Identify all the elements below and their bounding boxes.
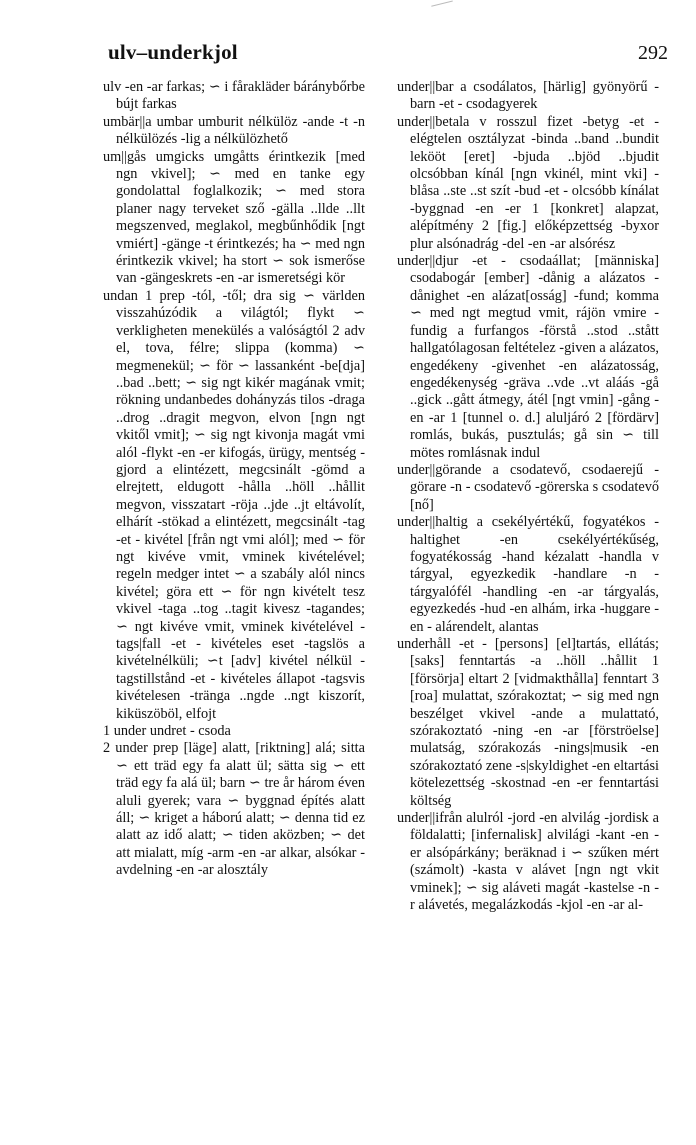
- entry-underbetala: under||betala v rosszul fizet -betyg -et - elégtelen osztályzat -binda ..band ..bundit lekööt [eret] -bjuda ..bjöd ..bjudit olcsóbban kínál [ngn vkinél, mint vki] -blåsa ..ste ..st szít -bud -et - olcsóbb kínálat -byggnad -en -er 1 [konkret] alapzat, alépítmény 2 [fig.] előképzettség -byxor plur alsónadrág -del -en -ar alsórész: [397, 113, 659, 252]
- entry-underhall: underhåll -et - [persons] [el]tartás, ellátás; [saks] fenntartás -a ..höll ..hållit 1 [försörja] eltart 2 [vidmakthålla] fenntart 3 [roa] mulattat, szórakoztat; ∽ sig med ngn beszélget vkivel -ande a mulattató, szórakoztató -ning -en -ar [förströelse] mulatság, szórakozás -nings|musik -en szórakoztató zene -s|skyldighet -en eltartási kötelezettség -skostnad -en -er fenntartási költség: [397, 636, 659, 809]
- entry-underifran: under||ifrån alulról -jord -en alvilág -jordisk a földalatti; [infernalisk] alvilági -kant -en -er alsópárkány; beräknad i ∽ szűken mért (számolt) -kasta v alávet [ngn ngt vkit vminek]; ∽ sig aláveti magát -kastelse -n -r alávetés, megalázkodás -kjol -en -ar al-: [397, 810, 659, 914]
- entry-underbar: under||bar a csodálatos, [härlig] gyönyörű -barn -et - csodagyerek: [397, 79, 659, 113]
- running-head-guide-words: ulv–underkjol: [108, 40, 238, 64]
- left-column: [103, 79, 365, 880]
- entry-umbara: umbär||a umbar umburit nélkülöz -ande -t -n nélkülözés -lig a nélkülözhető: [103, 113, 365, 148]
- scan-artifact-mark: [431, 0, 455, 14]
- entry-under-prep: 2 under prep [läge] alatt, [riktning] alá; sitta ∽ ett träd egy fa alatt ül; sätta sig ∽ ett träd egy fa alá ül; barn ∽ tre år három éven aluli gyerek; vara ∽ byggnad építés alatt áll; ∽ kriget a háború alatt; ∽ denna tid ez alatt az idő alatt; ∽ tiden aközben; ∽ det att mialatt, míg -arm -en -ar alkar, alsókar -avdelning -en -ar alosztály: [103, 740, 365, 879]
- entry-ulv: ulv -en -ar farkas; ∽ i fårakläder báránybőrbe bújt farkas: [103, 79, 365, 113]
- entry-under-noun: 1 under undret - csoda: [103, 723, 231, 740]
- entry-underdjur: under||djur -et - csodaállat; [människa] csodabogár [ember] -dånig a alázatos -dånighet -en alázat[osság] -fund; komma ∽ med ngt megtud vmit, rájön vmire -fundig a furfangos -förstå ..stod ..stått hallgatólagosan feltételez -given a alázatos, engedékeny -givenhet -en alázatosság, engedékenység -gräva ..vde ..vt aláás -gå ..gick ..gått átmegy, átél [ngt vmin] -gång -en -ar 1 [tunnel o. d.] aluljáró 2 [fördärv] romlás, bukás, pusztulás; gå sin ∽ till mötes romlásnak indul: [397, 253, 659, 461]
- entry-undan: undan 1 prep -tól, -től; dra sig ∽ världen visszahúzódik a világtól; flykt ∽ verkligheten menekülés a valóságtól 2 adv el, tova, félre; slippa (komma) ∽ megmenekül; ∽ för ∽ lassanként -be[dja] ..bad ..bett; ∽ sig ngt kikér magának vmit; rökning undanbedes dohányzás tilos -draga ..drog ..dragit megvon, elvon [ngn ngt vkitől vmit]; ∽ sig ngt kivonja magát vmi alól -flykt -en -er kifogás, ürügy, mentség -gjord a elintézett, megcsinált -gömd a elrejtett, eldugott -hålla ..höll ..hållit megvon, visszatart -röja ..jde ..jt eltávolít, elhárít -stökad a elintézett, megcsinált -tag -et - kivétel [från ngt vmi alól]; med ∽ för ngt kivéve vmit, vminek kivételével; regeln medger intet ∽ a szabály alól nincs kivétel; göra ett ∽ för ngn kivételt tesz vkivel -taga ..tog ..tagit kivesz -tagandes; ∽ ngt kivéve vmit, vminek kivételével -tags|fall -et - kivételes eset -tagslös a kivételnélküli; ∽t [adv] kivétel nélkül -tagstillstånd -et - kivételes állapot -tagsvis kivételesen -tränga ..ngde ..ngt kiszorít, kiküszöböl, elfojt: [103, 287, 365, 722]
- entry-underhaltig: under||haltig a csekélyértékű, fogyatékos -haltighet -en csekélyértékűség, fogyatékosság -hand kézalatt -handla v tárgyal, egyezkedik -handlare -n - tárgyalófél -handling -en -ar tárgyalás, egyezkedés -hud -en alhám, irka -huggare -en - alárendelt, alantas: [397, 514, 659, 635]
- entry-umgas: um||gås umgicks umgåtts érintkezik [med ngn vkivel]; ∽ med en tanke egy gondolattal foglalkozik; ∽ med stora planer nagy terveket sző -gälla ..llde ..llt megszenved, meglakol, megbűnhődik [ngt vmiért] -gänge -t érintkezés; ha ∽ med ngn érintkezik vkivel; ha stort ∽ sok ismerőse van -gängeskrets -en -ar ismeretségi kör: [103, 148, 365, 287]
- entry-undergorande: under||görande a csodatevő, csodaerejű -görare -n - csodatevő -görerska s csodatevő [nő]: [397, 461, 659, 513]
- page-number: 292: [638, 42, 668, 64]
- right-column: [397, 79, 659, 915]
